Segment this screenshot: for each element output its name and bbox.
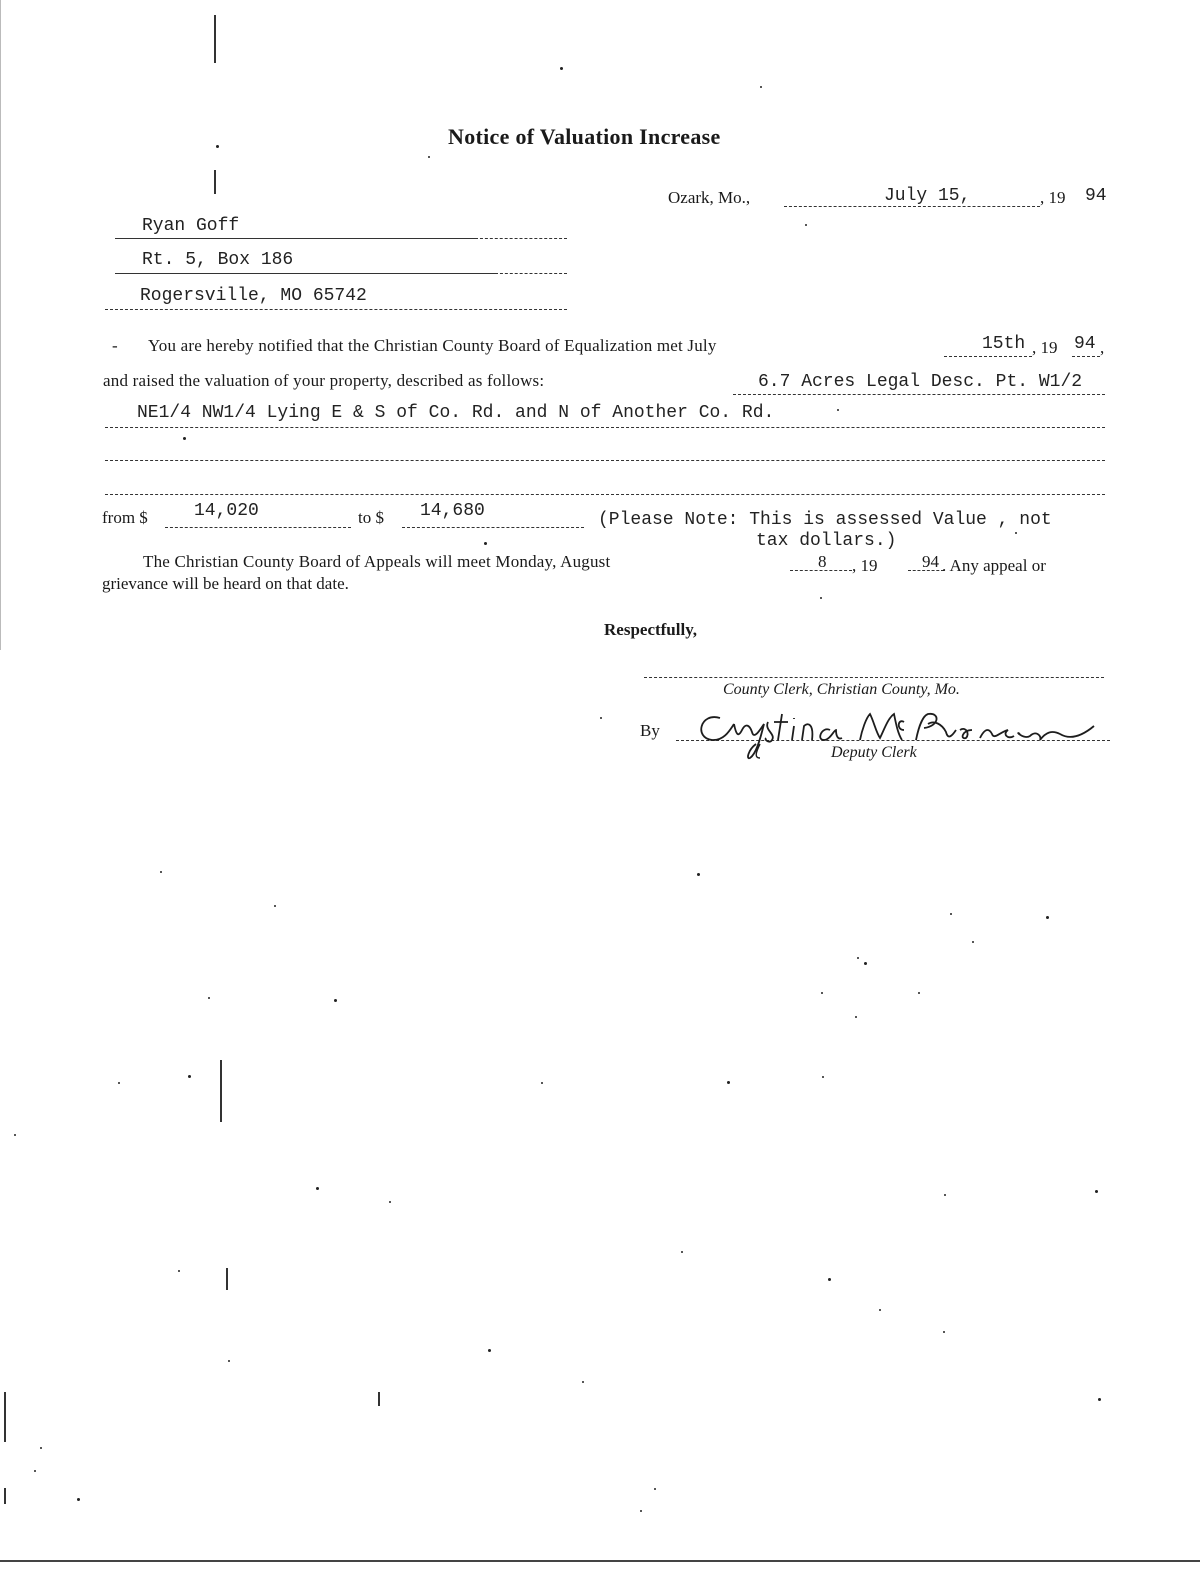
punch-mark-mid <box>214 170 216 194</box>
scan-speckle <box>654 1488 656 1490</box>
description-line-2-text: NE1/4 NW1/4 Lying E & S of Co. Rd. and N of Another Co. Rd. <box>137 403 775 423</box>
appeals-text-line-2: grievance will be heard on that date. <box>102 574 349 593</box>
from-label: from $ <box>102 508 148 527</box>
scan-speckle <box>879 1309 881 1311</box>
document-title: Notice of Valuation Increase <box>448 124 721 149</box>
from-value: 14,020 <box>194 501 259 521</box>
scan-speckle <box>805 224 807 226</box>
scan-speckle <box>822 1076 824 1078</box>
left-edge-mark-1 <box>4 1392 6 1442</box>
assessed-value-note-2: tax dollars.) <box>756 531 897 551</box>
scan-speckle <box>428 156 430 158</box>
scan-speckle <box>14 1134 16 1136</box>
to-value-line <box>402 527 584 528</box>
punch-mark-low-3 <box>378 1392 380 1406</box>
raised-text: and raised the valuation of your property, described as follows: <box>103 371 545 390</box>
scan-speckle <box>828 1278 831 1281</box>
scan-speckle <box>944 1194 946 1196</box>
scan-speckle <box>560 67 563 70</box>
appeals-day: 8 <box>818 552 827 571</box>
scan-speckle <box>178 1270 180 1272</box>
by-label: By <box>640 721 660 740</box>
scan-speckle <box>821 992 823 994</box>
scan-speckle <box>118 1082 120 1084</box>
meeting-comma: , <box>1100 338 1105 357</box>
scan-speckle <box>582 1381 584 1383</box>
year-prefix: , 19 <box>1040 188 1066 207</box>
scan-speckle <box>640 1510 642 1512</box>
description-line-4 <box>105 494 1105 495</box>
scan-speckle <box>40 1447 42 1449</box>
scan-speckle <box>864 962 867 965</box>
addressee-street: Rt. 5, Box 186 <box>142 250 294 270</box>
scan-speckle <box>600 717 602 719</box>
appeals-year: 94 <box>922 552 939 571</box>
notice-text: You are hereby notified that the Christian County Board of Equalization met July <box>148 336 717 355</box>
scan-speckle <box>34 1470 36 1472</box>
scan-speckle <box>316 1187 319 1190</box>
addressee-city-line <box>105 309 567 310</box>
addressee-city: Rogersville, MO 65742 <box>140 286 367 306</box>
description-line-3 <box>105 460 1105 461</box>
punch-mark-top <box>214 15 216 63</box>
scan-speckle <box>183 437 186 440</box>
scan-speckle <box>943 1331 945 1333</box>
scan-speckle <box>389 1201 391 1203</box>
addressee-street-line <box>115 273 495 274</box>
scan-speckle <box>727 1081 730 1084</box>
scan-speckle <box>918 992 920 994</box>
place-label: Ozark, Mo., <box>668 188 751 207</box>
scan-speckle <box>820 597 822 599</box>
scan-speckle <box>1046 916 1049 919</box>
scan-speckle <box>484 542 487 545</box>
scan-speckle <box>697 873 700 876</box>
scan-speckle <box>541 1082 543 1084</box>
scan-speckle <box>837 409 839 411</box>
scan-speckle <box>160 871 162 873</box>
to-value: 14,680 <box>420 501 485 521</box>
county-clerk-line <box>644 677 1104 678</box>
appeals-year-prefix: , 19 <box>852 556 878 575</box>
scan-speckle <box>216 145 219 148</box>
scan-speckle <box>1095 1190 1098 1193</box>
appeals-text-end: . Any appeal or <box>942 556 1046 575</box>
scan-speckle <box>760 86 762 88</box>
meeting-day: 15th <box>982 334 1026 354</box>
county-clerk-label: County Clerk, Christian County, Mo. <box>723 681 960 698</box>
year-value: 94 <box>1085 186 1107 206</box>
punch-mark-low-2 <box>226 1268 228 1290</box>
addressee-name: Ryan Goff <box>142 216 240 236</box>
date-line <box>784 206 1040 207</box>
notice-dash-mark: - <box>112 336 118 355</box>
scan-speckle <box>950 913 952 915</box>
from-value-line <box>165 527 351 528</box>
scan-speckle <box>681 1251 683 1253</box>
scan-speckle <box>972 941 974 943</box>
description-line-2 <box>105 427 1105 428</box>
scan-speckle <box>188 1075 191 1078</box>
to-label: to $ <box>358 508 384 527</box>
left-edge-line <box>0 0 1 650</box>
meeting-year-line <box>1072 356 1100 357</box>
scan-speckle <box>334 999 337 1002</box>
addressee-name-line <box>115 238 475 239</box>
addressee-name-line-dash <box>475 238 567 239</box>
scan-speckle <box>77 1498 80 1501</box>
meeting-year: 94 <box>1074 334 1096 354</box>
deputy-clerk-label: Deputy Clerk <box>831 744 917 761</box>
left-edge-mark-2 <box>4 1488 6 1504</box>
meeting-year-prefix: , 19 <box>1032 338 1058 357</box>
bottom-edge-line <box>0 1560 1200 1562</box>
date-value: July 15, <box>884 186 971 206</box>
scan-speckle <box>1015 532 1017 534</box>
scan-speckle <box>488 1349 491 1352</box>
scan-speckle <box>208 997 210 999</box>
assessed-value-note-1: (Please Note: This is assessed Value , not <box>598 510 1052 530</box>
scan-speckle <box>857 957 859 959</box>
meeting-day-line <box>944 356 1032 357</box>
scan-speckle <box>228 1360 230 1362</box>
description-line-1 <box>733 394 1105 395</box>
scan-speckle <box>1098 1398 1101 1401</box>
scan-speckle <box>274 905 276 907</box>
appeals-text: The Christian County Board of Appeals will meet Monday, August <box>143 552 611 571</box>
salutation: Respectfully, <box>604 620 698 639</box>
scan-speckle <box>855 1016 857 1018</box>
addressee-street-line-dash <box>495 273 567 274</box>
description-line-1-text: 6.7 Acres Legal Desc. Pt. W1/2 <box>758 372 1083 392</box>
punch-mark-low-1 <box>220 1060 222 1122</box>
